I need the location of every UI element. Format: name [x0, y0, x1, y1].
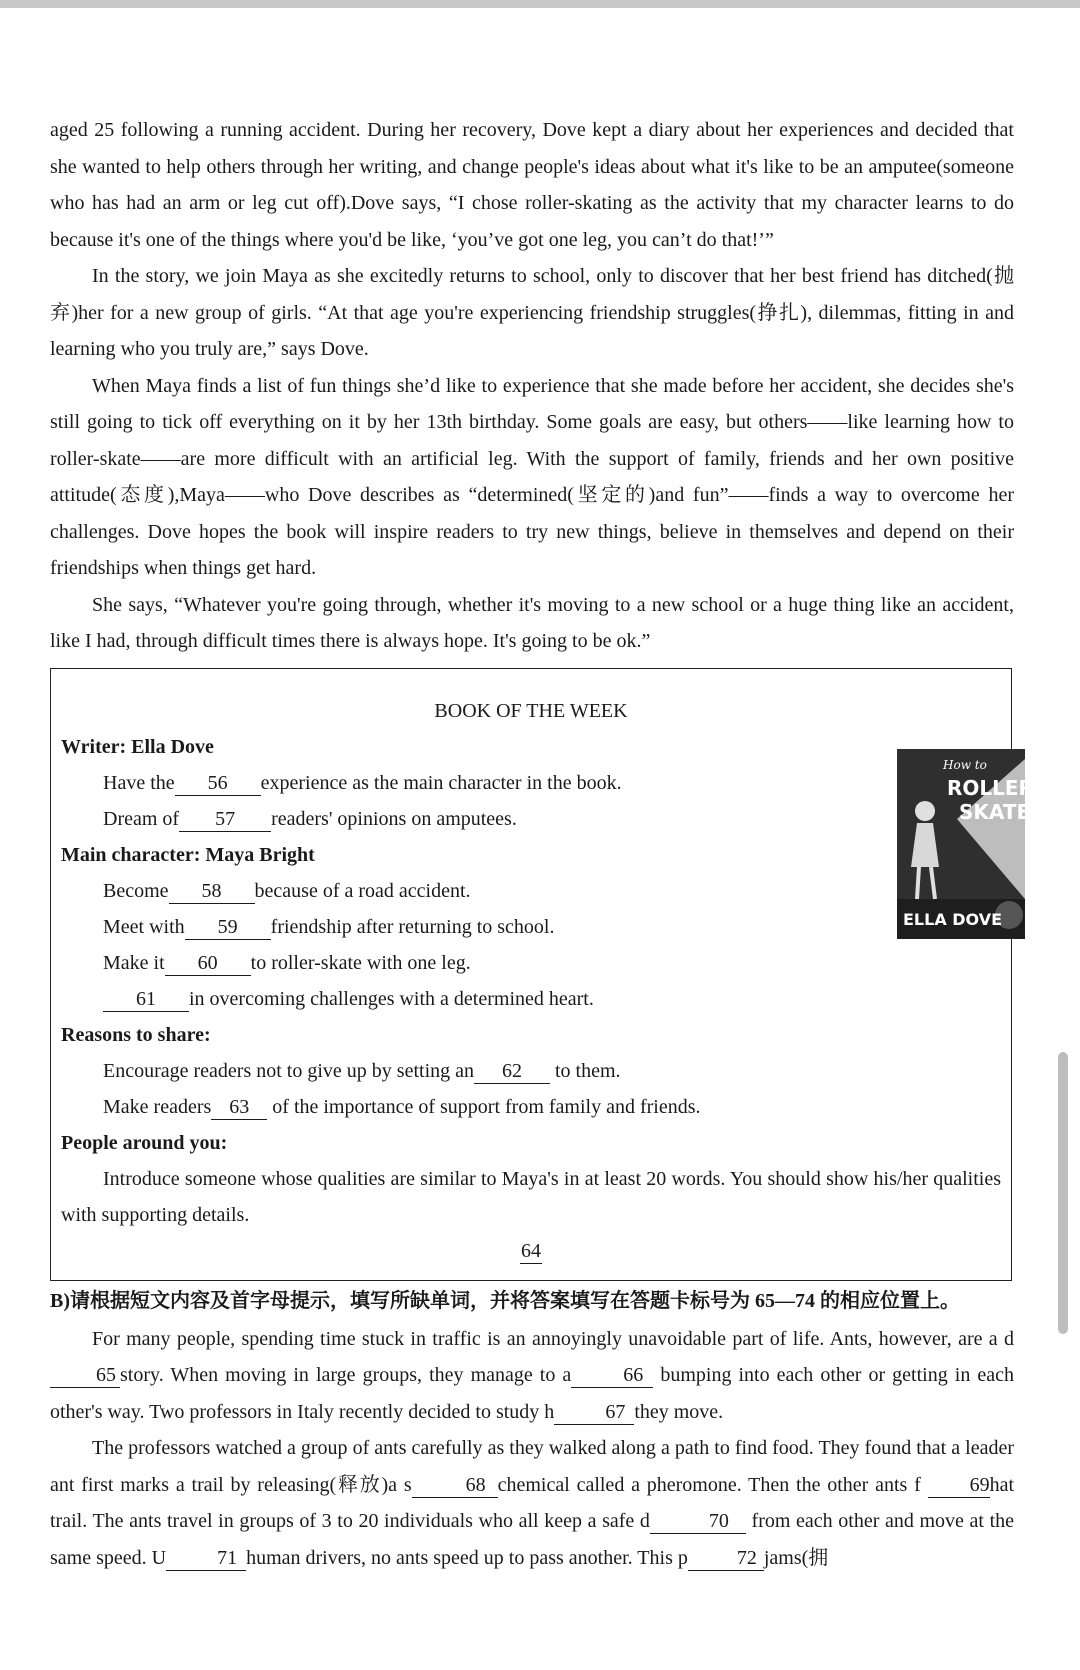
paragraph-3: When Maya finds a list of fun things she’d like to experience that she made before her accident, she decides she's still going to tick off everything on it by her 13th birthday. Some goals are easy, but others——like learning how to roller-skate——are more difficult with an artificial leg. With the support of family, friends and her own positive attitude(态度),Maya——who Dove describes as “determined(坚定的)and fun”——finds a way to overcome her challenges. Dove hopes the book will inspire readers to try new things, believe in themselves and depend on their friendships when things get hard. — [50, 374, 1014, 579]
reasons-heading: Reasons to share: — [61, 1023, 211, 1046]
line-58: Become 58 because of a road accident. — [103, 879, 471, 902]
blank-63[interactable]: 63 — [211, 1095, 267, 1120]
blank-66[interactable]: 66 — [571, 1363, 653, 1388]
cover-skate: SKATE — [959, 799, 1031, 824]
line-56: Have the 56 experience as the main character in the book. — [103, 771, 622, 794]
blank-72[interactable]: 72 — [688, 1546, 764, 1571]
cover-author: ELLA DOVE — [903, 909, 1003, 929]
blank-60[interactable]: 60 — [165, 951, 251, 976]
paragraph-4: She says, “Whatever you're going through, whether it's moving to a new school or a huge thing like an accident, like I had, through difficult times there is always hope. It's going to be ok.” — [50, 593, 1014, 652]
scrollbar-thumb[interactable] — [1058, 1052, 1068, 1334]
paragraph-1: aged 25 following a running accident. During her recovery, Dove kept a diary about her experiences and decided that she wanted to help others through her writing, and change people's ideas about what it's like to be an amputee(someone who has had an arm or leg cut off).Dove says, “I chose roller-skating as the activity that my character learns to do because it's one of the things where you'd be like, ‘you’ve got one leg, you can’t do that!’” — [50, 119, 1014, 251]
line-64-answer — [61, 1233, 1001, 1269]
book-cover-art — [897, 749, 1043, 939]
blank-68[interactable]: 68 — [412, 1473, 498, 1498]
blank-65[interactable]: 65 — [50, 1363, 120, 1388]
blank-56[interactable]: 56 — [175, 771, 261, 796]
line-57: Dream of 57 readers' opinions on amputees. — [103, 807, 517, 830]
line-60: Make it 60 to roller-skate with one leg. — [103, 951, 471, 974]
blank-64[interactable]: 64 — [521, 1239, 541, 1262]
line-62: Encourage readers not to give up by setting an 62 to them. — [103, 1059, 621, 1082]
line-63: Make readers 63 of the importance of support from family and friends. — [103, 1095, 701, 1118]
line-61: 61 in overcoming challenges with a determined heart. — [61, 981, 1001, 1017]
blank-67[interactable]: 67 — [554, 1400, 634, 1425]
paragraph-2: In the story, we join Maya as she excitedly returns to school, only to discover that her best friend has ditched(抛弃)her for a new group of girls. “At that age you're experiencing friendship struggles(挣扎), dilemmas, fitting in and learning who you truly are,” says Dove. — [50, 265, 1014, 360]
blank-70[interactable]: 70 — [650, 1509, 746, 1534]
top-bar — [0, 0, 1080, 8]
book-cover-image — [897, 749, 1043, 939]
blank-69[interactable]: 69 — [928, 1473, 990, 1498]
line-59: Meet with 59 friendship after returning to school. — [103, 915, 555, 938]
main-character-heading: Main character: Maya Bright — [61, 843, 315, 866]
line-64: Introduce someone whose qualities are similar to Maya's in at least 20 words. You should show his/her qualities with supporting details. — [61, 1167, 1001, 1226]
blank-71[interactable]: 71 — [166, 1546, 246, 1571]
book-of-the-week-box — [50, 668, 1043, 1281]
blank-58[interactable]: 58 — [169, 879, 255, 904]
section-b-paragraph-1: For many people, spending time stuck in traffic is an annoyingly unavoidable part of life. Ants, however, are a d65 story. When moving in large groups, they manage to a 66 bumping into each other or getting in each other's way. Two professors in Italy recently decided to study h 67 they move. — [50, 1327, 1014, 1423]
cover-how-to: How to — [943, 757, 987, 772]
people-heading: People around you: — [61, 1131, 228, 1154]
blank-61[interactable]: 61 — [103, 987, 189, 1012]
document-page — [50, 112, 1043, 1576]
section-b-paragraph-2: The professors watched a group of ants carefully as they walked along a path to find food. They found that a leader ant first marks a trail by releasing(释放)a s 68 chemical called a pheromone. Then the other ants f 69hat trail. The ants travel in groups of 3 to 20 individuals who all keep a safe d 70 from each other and move at the same speed. U 71 human drivers, no ants speed up to pass another. This p 72 jams(拥 — [50, 1437, 1015, 1569]
blank-62[interactable]: 62 — [474, 1059, 550, 1084]
box-title: BOOK OF THE WEEK — [434, 699, 628, 722]
blank-57[interactable]: 57 — [179, 807, 271, 832]
writer-heading: Writer: Ella Dove — [61, 735, 214, 758]
blank-59[interactable]: 59 — [185, 915, 271, 940]
section-b-heading: B)请根据短文内容及首字母提示，填写所缺单词，并将答案填写在答题卡标号为 65—74 的相应位置上。 — [50, 1289, 960, 1312]
cover-roller: ROLLER- — [947, 775, 1043, 800]
